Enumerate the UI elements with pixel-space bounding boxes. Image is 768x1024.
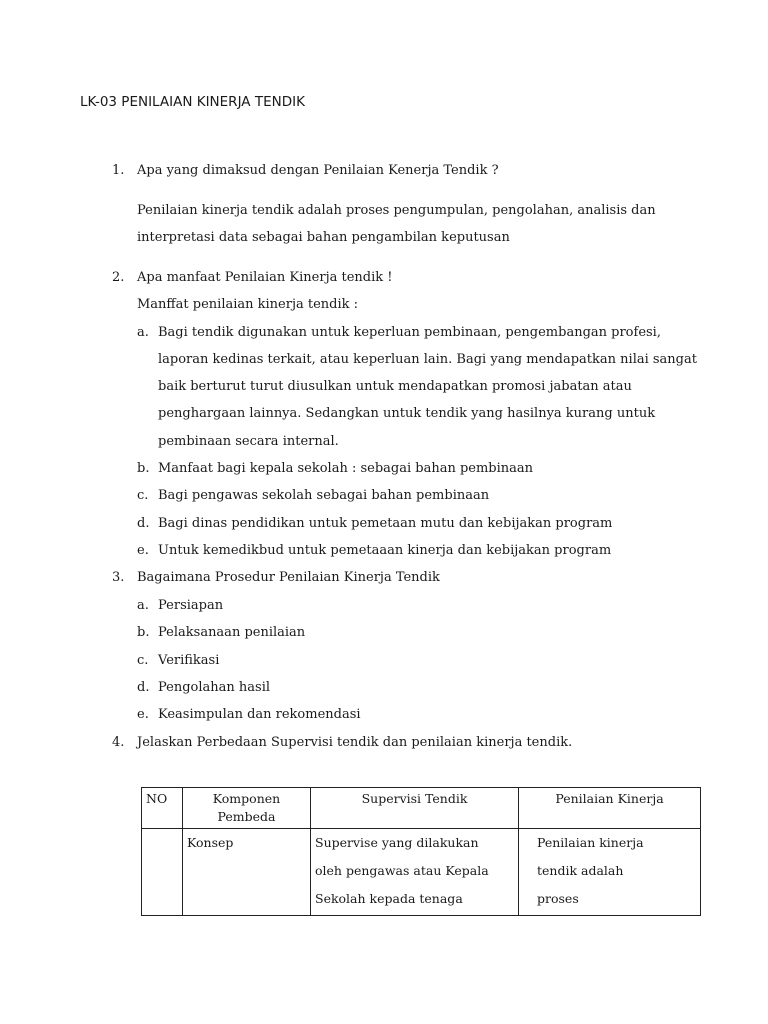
q4-question: Jelaskan Perbedaan Supervisi tendik dan penilaian kinerja tendik. [137, 735, 573, 750]
q3-item-text: Pengolahan hasil [158, 680, 271, 695]
header-komponen-line: Komponen [212, 791, 281, 806]
q3-item-text: Keasimpulan dan rekomendasi [158, 707, 361, 722]
q2-item-line: penghargaan lainnya. Sedangkan untuk tendik yang hasilnya kurang untuk [158, 406, 656, 421]
cell-penilaian-line: Penilaian kinerja [537, 835, 644, 850]
q1-number: 1. [112, 163, 125, 178]
q3-item-letter: e. [137, 707, 149, 722]
q2-item-letter: b. [137, 461, 150, 476]
q2-item-line: Manfaat bagi kepala sekolah : sebagai bahan pembinaan [158, 461, 534, 476]
table-header-row [142, 788, 701, 829]
q3-item-letter: c. [137, 653, 149, 668]
q1-answer-line: Penilaian kinerja tendik adalah proses pengumpulan, pengolahan, analisis dan [137, 203, 656, 218]
q3-item-letter: b. [137, 625, 150, 640]
cell-komponen-text: Konsep [187, 835, 234, 850]
q2-item-line: Bagi tendik digunakan untuk keperluan pembinaan, pengembangan profesi, [158, 325, 661, 340]
q3-number: 3. [112, 570, 125, 585]
q2-number: 2. [112, 270, 125, 285]
cell-supervisi-line: oleh pengawas atau Kepala [315, 863, 489, 878]
q2-intro: Manffat penilaian kinerja tendik : [137, 297, 359, 312]
cell-supervisi-line: Sekolah kepada tenaga [315, 891, 463, 906]
header-supervisi [311, 788, 519, 829]
q3-question: Bagaimana Prosedur Penilaian Kinerja Tendik [137, 570, 440, 585]
header-komponen [183, 788, 311, 829]
cell-supervisi-line: Supervise yang dilakukan [315, 835, 479, 850]
q1-answer-line: interpretasi data sebagai bahan pengambilan keputusan [137, 230, 510, 245]
q1-question: Apa yang dimaksud dengan Penilaian Kenerja Tendik ? [137, 163, 499, 178]
q2-item-line: baik berturut turut diusulkan untuk mendapatkan promosi jabatan atau [158, 379, 632, 394]
q2-item-line: Bagi dinas pendidikan untuk pemetaan mutu dan kebijakan program [158, 516, 613, 531]
q2-item-line: Untuk kemedikbud untuk pemetaaan kinerja dan kebijakan program [158, 543, 612, 558]
q2-item-line: Bagi pengawas sekolah sebagai bahan pembinaan [158, 488, 490, 503]
cell-penilaian [519, 829, 701, 916]
q3-item-text: Persiapan [158, 598, 224, 613]
q3-item-text: Pelaksanaan penilaian [158, 625, 306, 640]
q3-item-letter: a. [137, 598, 149, 613]
header-no-text: NO [146, 791, 168, 806]
q2-item-letter: a. [137, 325, 149, 340]
q2-item-letter: d. [137, 516, 150, 531]
q2-item-letter: c. [137, 488, 149, 503]
q3-item-text: Verifikasi [158, 653, 220, 668]
q2-item-line: laporan kedinas terkait, atau keperluan lain. Bagi yang mendapatkan nilai sangat [158, 352, 697, 367]
comparison-table [141, 787, 701, 916]
q2-question: Apa manfaat Penilaian Kinerja tendik ! [137, 270, 393, 285]
q2-item-line: pembinaan secara internal. [158, 434, 339, 449]
header-penilaian [519, 788, 701, 829]
cell-supervisi [311, 829, 519, 916]
header-supervisi-text: Supervisi Tendik [361, 791, 468, 806]
cell-no [142, 829, 183, 916]
header-penilaian-text: Penilaian Kinerja [555, 791, 664, 806]
header-no [142, 788, 183, 829]
q4-number: 4. [112, 735, 125, 750]
cell-penilaian-line: proses [537, 891, 579, 906]
table-row [142, 829, 701, 916]
q2-item-letter: e. [137, 543, 149, 558]
cell-penilaian-line: tendik adalah [537, 863, 624, 878]
page-title: LK-03 PENILAIAN KINERJA TENDIK [80, 94, 305, 110]
q3-item-letter: d. [137, 680, 150, 695]
header-komponen-line: Pembeda [217, 809, 276, 824]
cell-komponen [183, 829, 311, 916]
